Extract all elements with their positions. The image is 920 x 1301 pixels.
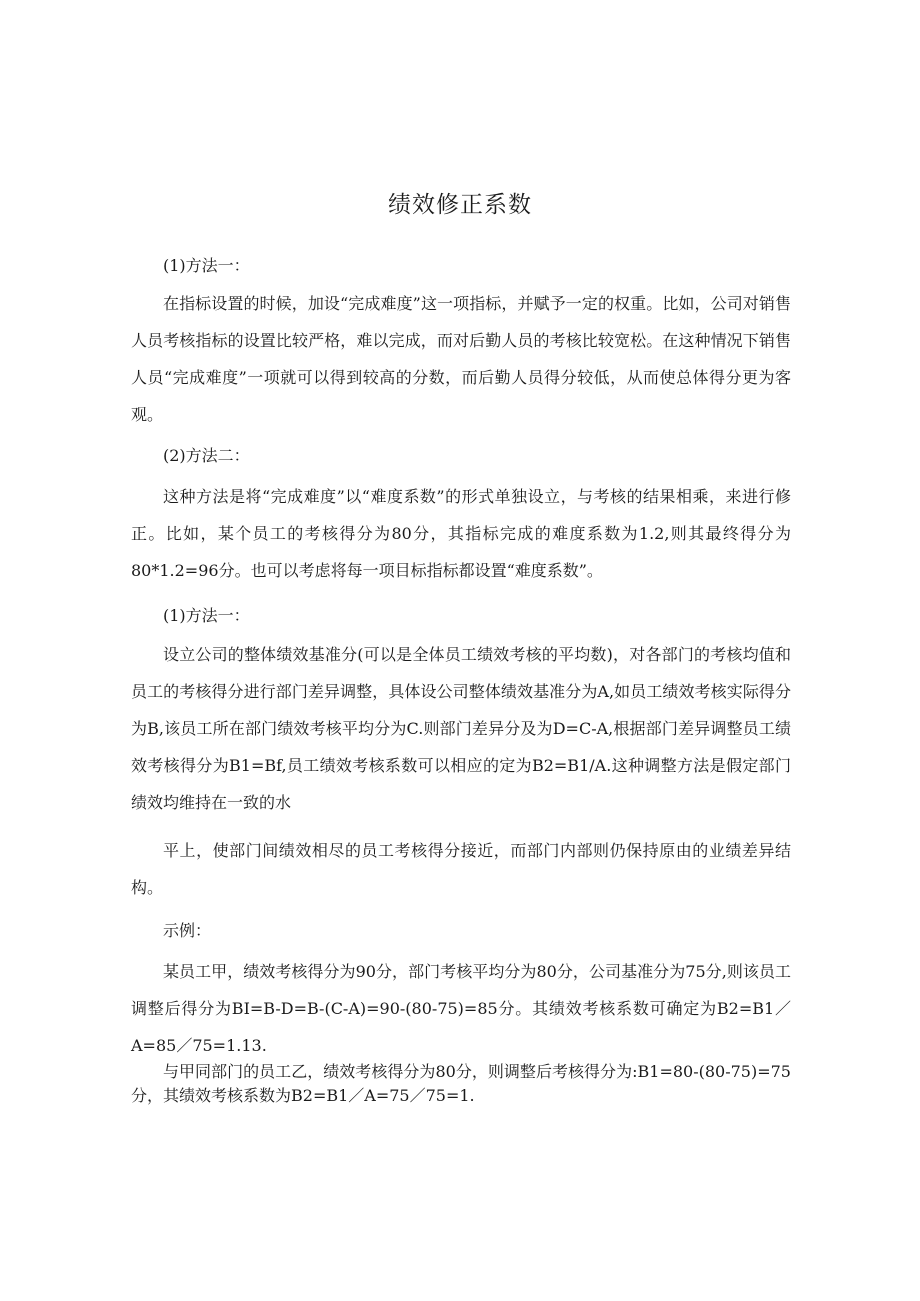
paragraph-method-1b-heading: (1)方法一： [163, 606, 250, 625]
paragraph-continuation: 平上，使部门间绩效相尽的员工考核得分接近，而部门内部则仍保持原由的业绩差异结构。 [131, 841, 791, 897]
page-title: 绩效修正系数 [388, 192, 532, 218]
paragraph-method-2-heading: (2)方法二： [163, 446, 250, 465]
paragraph-method-1b-body: 设立公司的整体绩效基准分(可以是全体员工绩效考核的平均数)，对各部门的考核均值和员工的考核得分进行部门差异调整，具体设公司整体绩效基准分为A,如员工绩效考核实际得分为B,该员工所在部门绩效考核平均分为C.则部门差异分及为D=C-A,根据部门差异调整员工绩效考核得分为B1=Bf,员工绩效考核系数可以相应的定为B2=B1/A.这种调整方法是假定部门绩效均维持在一致的水 [131, 645, 791, 812]
paragraph-example-employee-b: 与甲同部门的员工乙，绩效考核得分为80分，则调整后考核得分为:B1=80-(80-75)=75分，其绩效考核系数为B2=B1／A=75／75=1. [131, 1062, 791, 1105]
paragraph-method-1-body: 在指标设置的时候，加设“完成难度”这一项指标，并赋予一定的权重。比如，公司对销售人员考核指标的设置比较严格，难以完成，而对后勤人员的考核比较宽松。在这种情况下销售人员“完成难度”一项就可以得到较高的分数，而后勤人员得分较低，从而使总体得分更为客观。 [131, 294, 791, 424]
paragraph-method-2-body: 这种方法是将“完成难度”以“难度系数”的形式单独设立，与考核的结果相乘，来进行修正。比如，某个员工的考核得分为80分，其指标完成的难度系数为1.2,则其最终得分为80*1.2=96分。也可以考虑将每一项目标指标都设置“难度系数”。 [131, 487, 791, 580]
paragraph-example-heading: 示例： [163, 921, 212, 940]
paragraph-method-1-heading: (1)方法一： [163, 256, 250, 275]
paragraph-example-employee-a: 某员工甲，绩效考核得分为90分，部门考核平均分为80分，公司基准分为75分,则该员工调整后得分为BI=B-D=B-(C-A)=90-(80-75)=85分。其绩效考核系数可确定为B2=B1／A=85／75=1.13. [131, 962, 791, 1055]
